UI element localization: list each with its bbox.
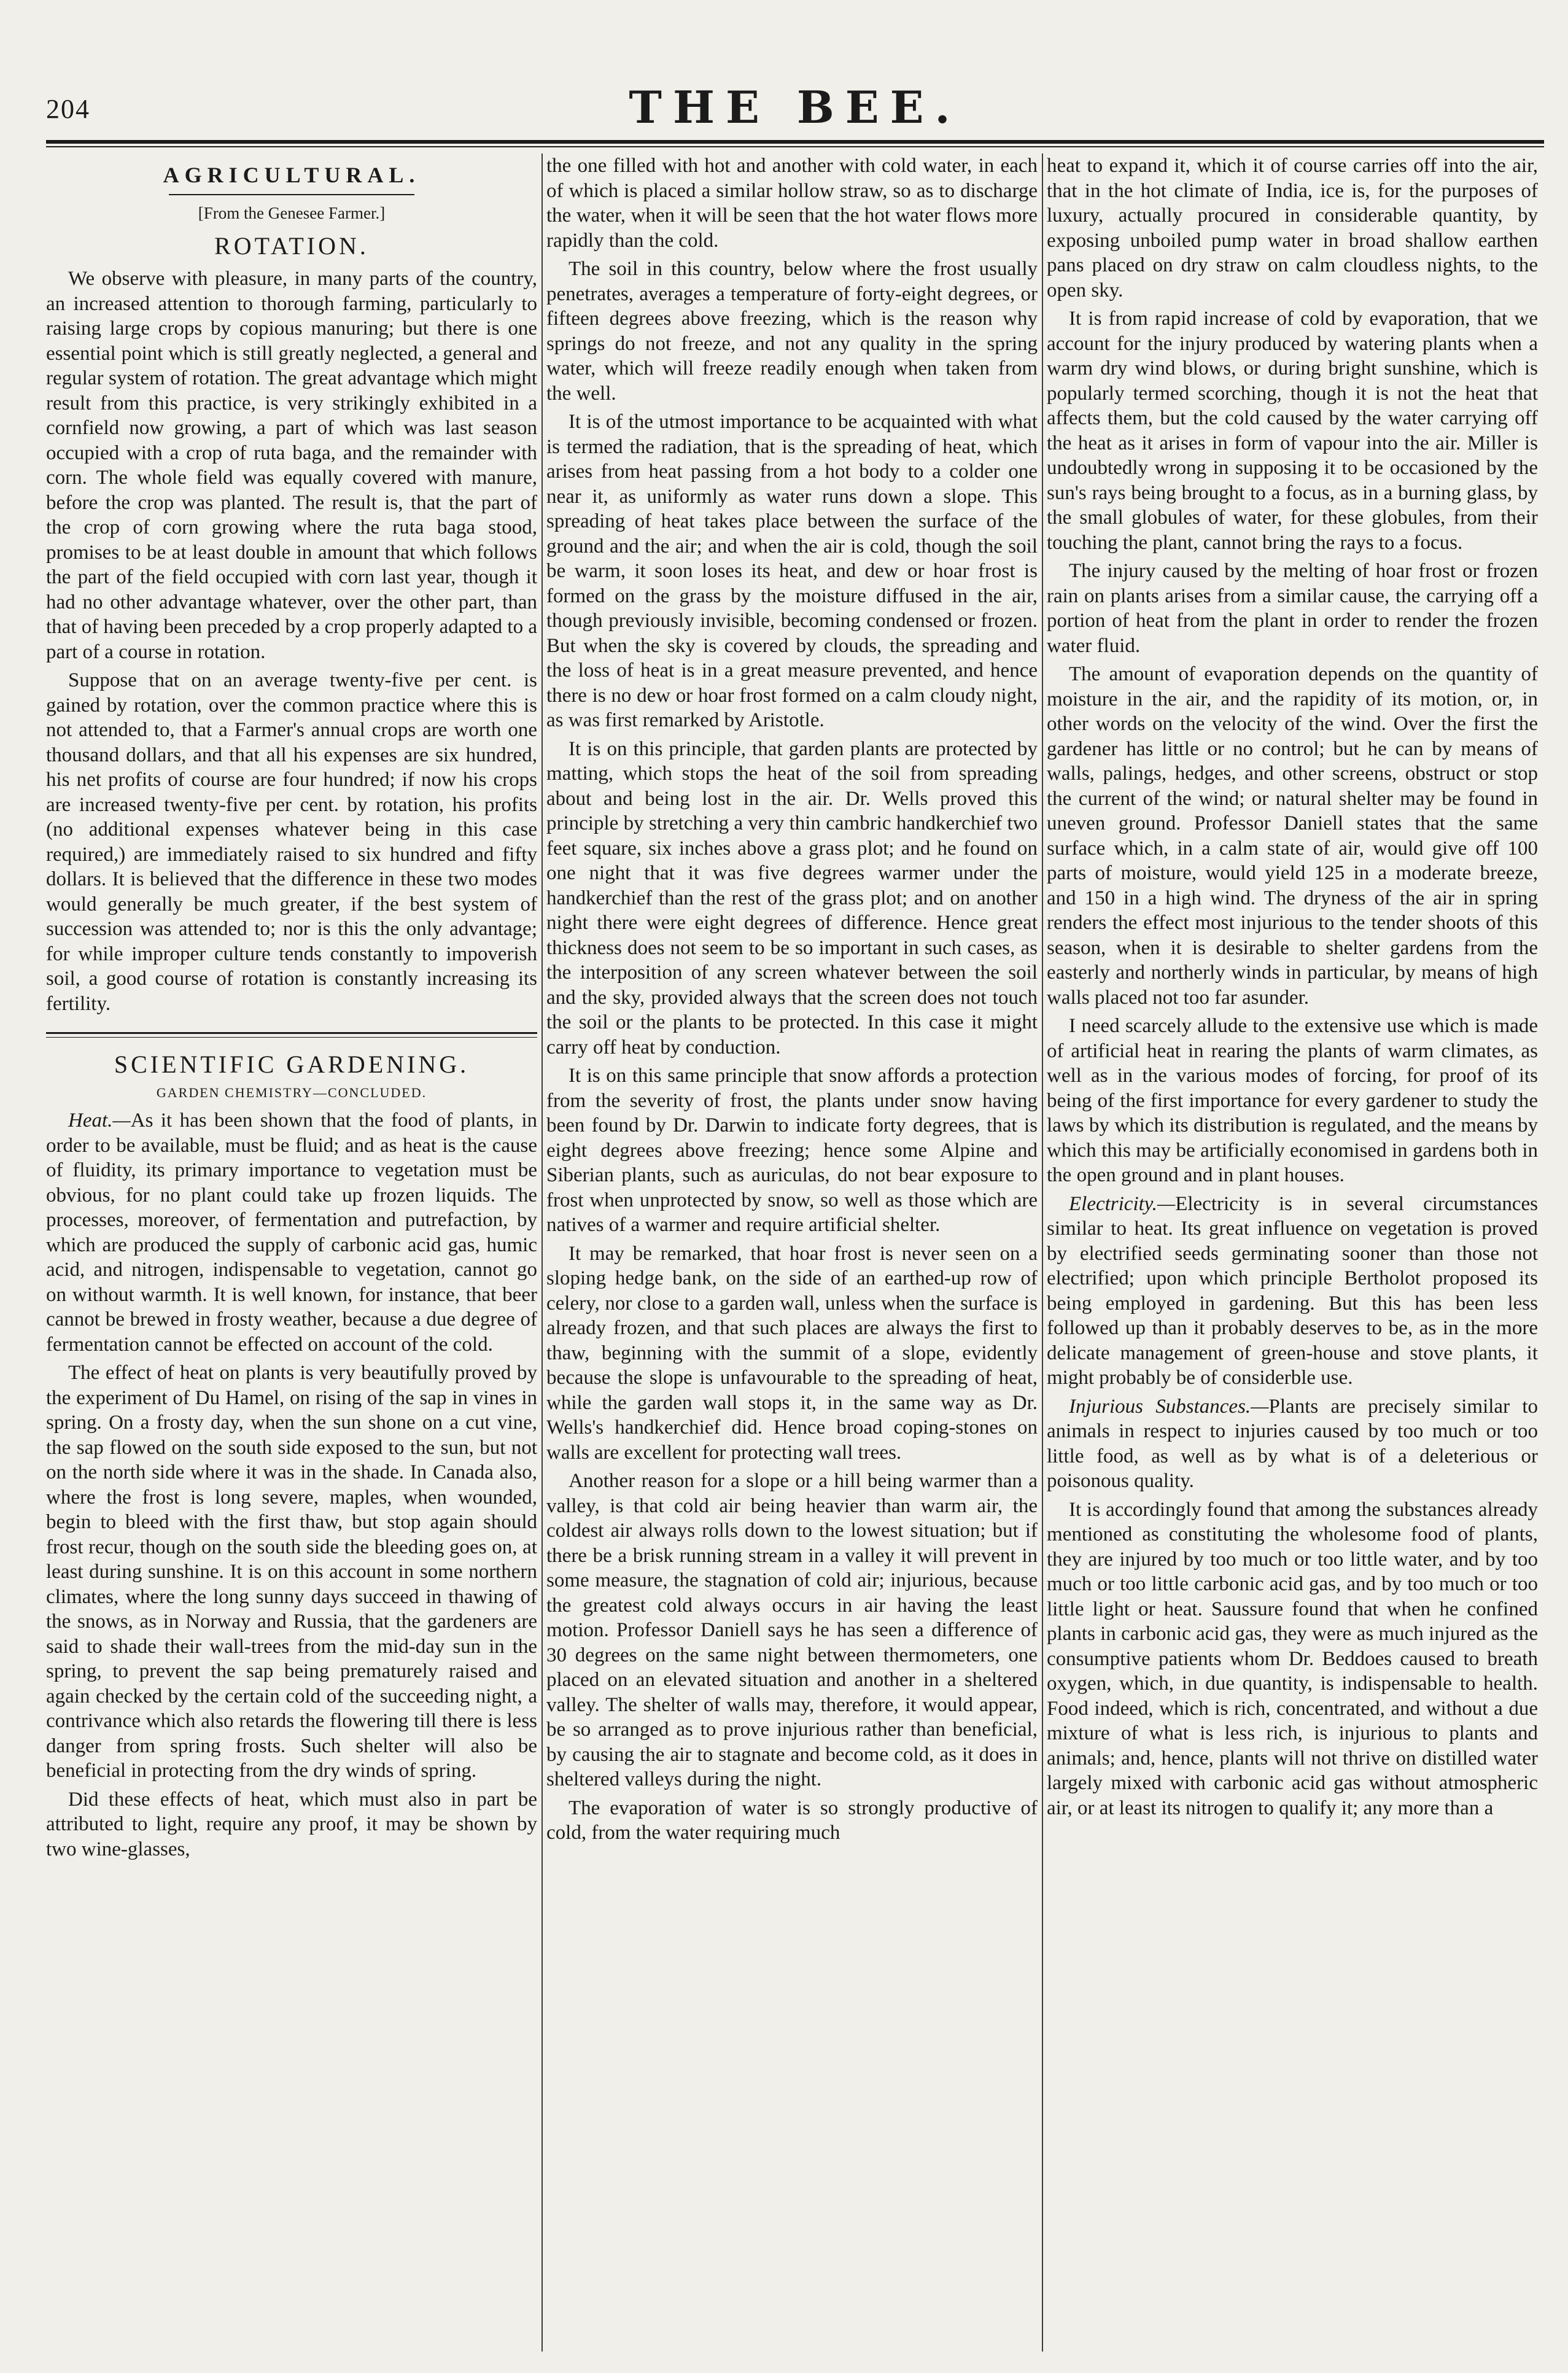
gardening-subtitle: GARDEN CHEMISTRY—CONCLUDED. [156, 1085, 427, 1100]
heat-text: As it has been shown that the food of plants, in order to be available, must be fluid; and as heat is the cause of fluidity, its primary importance to vegetation must be obvious, for no plant could take up frozen liquids. The processes, moreover, of fermentation and putrefaction, by which are produced the supply of carbonic acid gas, humic acid, and nitrogen, indispensable to vegetation, cannot go on without warmth. It is well known, for instance, that beer cannot be brewed in frosty weather, because a due degree of fermentation cannot be effected on account of the cold. [46, 1109, 537, 1356]
paragraph: I need scarcely allude to the extensive use which is made of artificial heat in rearing the plants of warm climates, as well as in the various modes of forcing, for proof of its being of the first importance for every gardener to study the laws by which its distribution is regulated, and the means by which this may be artificially economised in gardens both in the open ground and in plant houses. [1047, 1015, 1538, 1186]
paragraph: It is on this same principle that snow affords a protection from the severity of frost, the plants under snow having been found by Dr. Darwin to indicate forty degrees, that is eight degrees above freezing; hence some Alpine and Siberian plants, such as auriculas, do not bear exposure to frost when unprotected by snow, so well as those which are natives of a warmer and require artificial shelter. [546, 1065, 1038, 1236]
heat-lead: Heat.— [68, 1109, 131, 1132]
rotation-title: ROTATION. [214, 232, 369, 260]
paragraph [1047, 1394, 1538, 1494]
paragraph: It is accordingly found that among the substances already mentioned as constituting the wholesome food of plants, they are injured by too much or too little water, and by too much or too little carbonic acid gas, and by too much or too little light or heat. Saussure found that when he confined plants in carbonic acid gas, they were as much injured as the consumptive patients whom Dr. Beddoes caused to breath oxygen, which, in due quantity, is indispensable to health. Food indeed, which is rich, concentrated, and without a due mixture of what is less rich, is injurious to plants and animals; and, hence, plants will not thrive on distilled water largely mixed with carbonic acid gas without atmospheric air, or at least its nitrogen to qualify it; any more than a [1047, 1498, 1538, 1819]
paragraph: It may be remarked, that hoar frost is never seen on a sloping hedge bank, on the side of an earthed-up row of celery, nor close to a garden wall, unless when the surface is already frozen, and that such places are always the first to thaw, beginning with the summit of a slope, evidently because the slope is unfavourable to the spreading of heat, while the garden wall stops it, in the same way as Dr. Wells's handkerchief did. Hence broad coping-stones on walls are excellent for protecting wall trees. [546, 1242, 1038, 1464]
paragraph: It is of the utmost importance to be acquainted with what is termed the radiation, that is the spreading of heat, which arises from heat passing from a hot body to a colder one near it, as uniformly as water runs down a slope. This spreading of heat takes place between the surface of the ground and the air; and when the air is cold, though the soil be warm, it soon loses its heat, and dew or hoar frost is formed on the grass by the moisture diffused in the air, though previously invisible, becoming condensed or frozen. But when the sky is covered by clouds, the spreading and the loss of heat is in a great measure prevented, and hence there is no dew or hoar frost formed on a calm cloudy night, as was first remarked by Aristotle. [546, 411, 1038, 731]
column-2 [546, 153, 1038, 2358]
paragraph: Did these effects of heat, which must also in part be attributed to light, require any proof, it may be shown by two wine-glasses, [46, 1788, 537, 1860]
paragraph: Suppose that on an average twenty-five per cent. is gained by rotation, over the common practice where this is not attended to, that a Farmer's annual crops are worth one thousand dollars, and that all his expenses are six hundred, his net profits of course are four hundred; if now his crops are increased twenty-five per cent. by rotation, his profits (no additional expenses whatever being in this case required,) are immediately raised to six hundred and fifty dollars. It is believed that the difference in these two modes would generally be much greater, if the best system of succession was attended to; nor is this the only advantage; for while improper culture tends constantly to impoverish soil, a good course of rotation is constantly increasing its fertility. [46, 669, 537, 1015]
column-1 [46, 153, 537, 2358]
injurious-lead: Injurious Substances.— [1069, 1395, 1269, 1418]
paragraph: heat to expand it, which it of course carries off into the air, that in the hot climate of India, ice is, for the purposes of luxury, actually procured in considerable quantity, by exposing unboiled pump water in broad shallow earthen pans placed on dry straw on calm cloudless nights, to the open sky. [1047, 155, 1538, 301]
header-rule [46, 140, 1544, 144]
article-source: [From the Genesee Farmer.] [198, 204, 386, 222]
gardening-title: SCIENTIFIC GARDENING. [114, 1051, 470, 1078]
electricity-lead: Electricity.— [1069, 1192, 1176, 1215]
paragraph [46, 1108, 537, 1357]
paragraph: The evaporation of water is so strongly productive of cold, from the water requiring much [546, 1796, 1038, 1844]
paragraph: We observe with pleasure, in many parts of the country, an increased attention to thorough farming, particularly to raising large crops by copious manuring; but there is one essential point which is still greatly neglected, a general and regular system of rotation. The great advantage which might result from this practice, is very strikingly exhibited in a cornfield now growing, a part of which was last season occupied with a crop of ruta baga, and the remainder with corn. The whole field was equally covered with manure, before the crop was planted. The result is, that the part of the crop of corn growing where the ruta baga stood, promises to be at least double in amount that which follows the part of the field occupied with corn last year, though it had no other advantage whatever, over the other part, than that of having been preceded by a crop properly adapted to a part of a course in rotation. [46, 268, 537, 663]
newspaper-title: THE BEE. [629, 81, 961, 133]
heading-rule [169, 194, 414, 195]
paragraph: The soil in this country, below where the frost usually penetrates, averages a temperature of forty-eight degrees, or fifteen degrees above freezing, which is the reason why springs do not freeze, and not any quality in the spring water, which will freeze readily enough when taken from the well. [546, 258, 1038, 405]
masthead [46, 81, 1544, 134]
column-divider [1042, 153, 1043, 2352]
paragraph: The effect of heat on plants is very beautifully proved by the experiment of Du Hamel, on rising of the sap in vines in spring. On a frosty day, when the sun shone on a cut vine, the sap flowed on the south side exposed to the sun, but not on the north side where it was in the shade. In Canada also, where the frost is long severe, maples, when wounded, begin to bleed with the first thaw, but stop again should frost recur, though on the south side the bleeding goes on, at least during sunshine. It is on this account in some northern climates, where the long sunny days succeed in thawing of the snows, as in Norway and Russia, that the gardeners are said to shade their wall-trees from the mid-day sun in the spring, to prevent the sap being prematurely raised and again checked by the certain cold of the succeeding night, a contrivance which also retards the flowering till there is less danger from spring frosts. Such shelter will also be beneficial in protecting from the dry winds of spring. [46, 1362, 537, 1782]
paragraph: Another reason for a slope or a hill being warmer than a valley, is that cold air being heavier than warm air, the coldest air always rolls down to the lowest situation; but if there be a brisk running stream in a valley it will prevent in some measure, the stagnation of cold air; injurious, because the greatest cold always occurs in air having the least motion. Professor Daniell says he has seen a difference of 30 degrees on the same night between thermometers, one placed on an elevated situation and another in a sheltered valley. The shelter of walls may, therefore, it would appear, be so arranged as to prove injurious rather than beneficial, by causing the air to stagnate and become cold, as it does in sheltered valleys during the night. [546, 1470, 1038, 1790]
paragraph: the one filled with hot and another with cold water, in each of which is placed a similar hollow straw, so as to discharge the water, when it will be seen that the hot water flows more rapidly than the cold. [546, 155, 1038, 252]
section-separator [46, 1032, 537, 1038]
column-divider [541, 153, 543, 2352]
paragraph: The injury caused by the melting of hoar frost or frozen rain on plants arises from a similar cause, the carrying off a portion of heat from the plant in order to render the frozen water fluid. [1047, 560, 1538, 657]
page-number: 204 [46, 94, 90, 124]
injurious-text: Plants are precisely similar to animals in respect to injuries caused by too much or too little food, as well as by what is of a deleterious or poisonous quality. [1047, 1395, 1538, 1492]
header-rule-thin [46, 146, 1544, 147]
agricultural-heading: AGRICULTURAL. [163, 163, 421, 187]
paragraph: It is from rapid increase of cold by evaporation, that we account for the injury produced by watering plants when a warm dry wind blows, or during bright sunshine, which is popularly termed scorching, though it is not the heat that affects them, but the cold caused by the water carrying off the heat as it arises in form of vapour into the air. Miller is undoubtedly wrong in supposing it to be occasioned by the sun's rays being brought to a focus, as in a burning glass, by the small globules of water, for these globules, from their touching the plant, cannot bring the rays to a focus. [1047, 308, 1538, 554]
paragraph [1047, 1192, 1538, 1391]
electricity-text: Electricity is in several circumstances similar to heat. Its great influence on vegetation is proved by electrified seeds germinating sooner than those not electrified; upon which principle Bertholot proposed its being employed in gardening. But this has been less followed up than it probably deserves to be, as in the more delicate management of green-house and stove plants, it might probably be of considerble use. [1047, 1192, 1538, 1389]
column-3 [1047, 153, 1538, 2358]
paragraph: The amount of evaporation depends on the quantity of moisture in the air, and the rapidity of its motion, or, in other words on the velocity of the wind. Over the first the gardener has little or no control; but he can by means of walls, palings, hedges, and other screens, obstruct or stop the current of the wind; or natural shelter may be found in uneven ground. Professor Daniell states that the same surface which, in a calm state of air, would give off 100 parts of moisture, would yield 125 in a moderate breeze, and 150 in a high wind. The dryness of the air in spring renders the effect most injurious to the tender shoots of this season, when it is desirable to shelter gardens from the easterly and northerly winds in particular, by means of high walls placed not too far asunder. [1047, 663, 1538, 1009]
paragraph: It is on this principle, that garden plants are protected by matting, which stops the heat of the soil from spreading about and being lost in the air. Dr. Wells proved this principle by stretching a very thin cambric handkerchief two feet square, six inches above a grass plot; and he found on one night that it was five degrees warmer under the handkerchief than the rest of the grass plot; and on another night there were eight degrees of difference. Hence great thickness does not seem to be so important in such cases, as the interposition of any screen whatever between the soil and the sky, provided always that the screen does not touch the soil or the plants to be protected. In this case it might carry off heat by conduction. [546, 737, 1038, 1058]
